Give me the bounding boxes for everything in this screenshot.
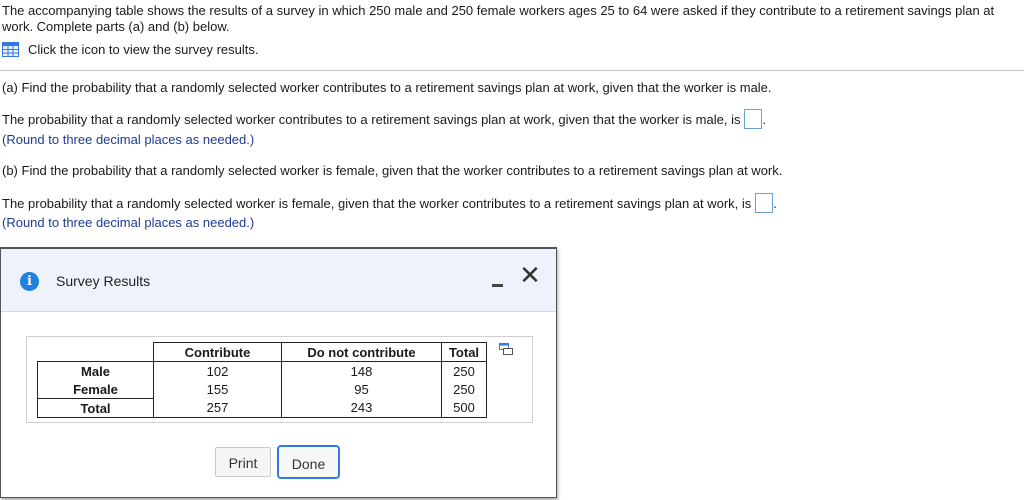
cell-female-total: 250 — [442, 380, 487, 399]
part-b-question: (b) Find the probability that a randomly selected worker is female, given that the worker contributes to a retirement savings plan at work. — [2, 163, 783, 178]
dialog-header[interactable] — [1, 249, 556, 312]
survey-results-dialog — [0, 247, 557, 498]
cell-male-contribute: 102 — [154, 362, 282, 381]
part-a-hint: (Round to three decimal places as needed.) — [2, 132, 255, 147]
header-contribute: Contribute — [154, 343, 282, 362]
cell-total-contribute: 257 — [154, 399, 282, 418]
problem-intro: The accompanying table shows the results of a survey in which 250 male and 250 female workers ages 25 to 64 were asked if they contribute to a retirement savings plan at work. Complete parts (a) and (b) below. — [2, 3, 995, 34]
row-label-total: Total — [38, 399, 154, 418]
info-icon: i — [20, 272, 39, 291]
part-b-hint: (Round to three decimal places as needed.) — [2, 215, 255, 230]
minimize-icon[interactable] — [490, 270, 512, 292]
survey-table — [37, 342, 487, 418]
cell-total-total: 500 — [442, 399, 487, 418]
header-blank — [38, 343, 154, 362]
close-icon[interactable]: ✕ — [519, 261, 541, 291]
divider — [0, 70, 1024, 71]
cell-male-total: 250 — [442, 362, 487, 381]
part-b-answer-line — [2, 196, 777, 213]
print-button[interactable]: Print — [215, 447, 271, 477]
cell-male-do-not-contribute: 148 — [282, 362, 442, 381]
header-do-not-contribute: Do not contribute — [282, 343, 442, 362]
copy-table-icon[interactable] — [499, 343, 513, 355]
cell-total-do-not-contribute: 243 — [282, 399, 442, 418]
part-b-answer-prompt: The probability that a randomly selected worker is female, given that the worker contributes to a retirement savings plan at work, is — [2, 196, 752, 211]
table-row-male — [38, 362, 487, 381]
part-a-question: (a) Find the probability that a randomly selected worker contributes to a retirement savings plan at work, given that the worker is male. — [2, 80, 772, 95]
row-label-male: Male — [38, 362, 154, 381]
cell-female-contribute: 155 — [154, 380, 282, 399]
row-label-female: Female — [38, 380, 154, 399]
dialog-title: Survey Results — [56, 273, 151, 289]
view-survey-link[interactable] — [2, 41, 258, 58]
part-b-answer-input[interactable] — [755, 193, 773, 213]
part-a-answer-input[interactable] — [744, 109, 762, 129]
part-a-answer-line — [2, 112, 766, 129]
table-row-total — [38, 399, 487, 418]
table-icon[interactable] — [2, 42, 19, 57]
table-header-row — [38, 343, 487, 362]
part-a-period: . — [762, 112, 767, 127]
header-total: Total — [442, 343, 487, 362]
survey-table-frame — [26, 336, 533, 423]
table-row-female — [38, 380, 487, 399]
done-button[interactable]: Done — [277, 445, 340, 479]
part-b-period: . — [773, 196, 777, 211]
part-a-answer-prompt: The probability that a randomly selected worker contributes to a retirement savings plan at work, given that the worker is male, is — [2, 112, 741, 127]
view-survey-text[interactable]: Click the icon to view the survey results. — [28, 42, 259, 57]
cell-female-do-not-contribute: 95 — [282, 380, 442, 399]
